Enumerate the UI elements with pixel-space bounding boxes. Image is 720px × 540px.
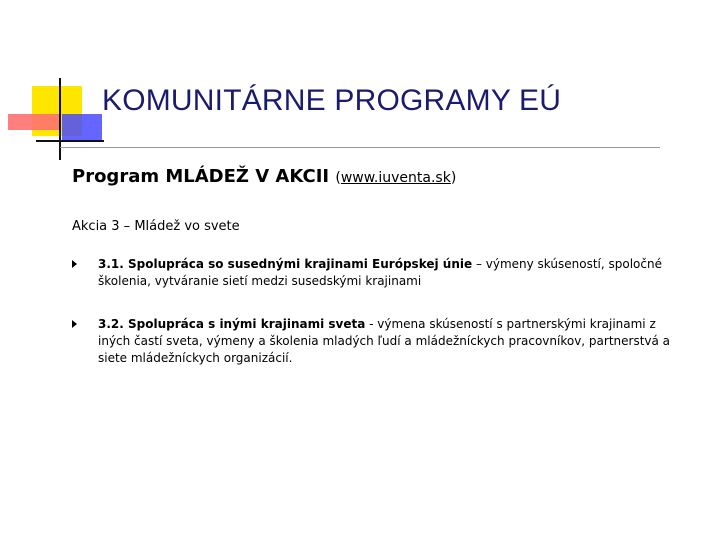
action-item-list bbox=[72, 256, 684, 393]
program-name: Program MLÁDEŽ V AKCII bbox=[72, 166, 330, 187]
iuventa-link[interactable]: www.iuventa.sk bbox=[340, 170, 451, 186]
item-text: – výmeny skúseností, spoločné školenia, vytváranie sietí medzi susedskými krajinami bbox=[98, 257, 662, 288]
logo-blue-square bbox=[62, 114, 102, 142]
item-heading: 3.1. Spolupráca so susednými krajinami Európskej únie bbox=[98, 257, 473, 271]
arrow-bullet-icon bbox=[72, 320, 77, 328]
logo-red-bar bbox=[8, 114, 60, 130]
title-divider bbox=[60, 147, 660, 148]
program-link-wrapper: (www.iuventa.sk) bbox=[335, 170, 457, 186]
item-heading: 3.2. Spolupráca s inými krajinami sveta bbox=[98, 317, 366, 331]
program-subtitle bbox=[72, 166, 456, 187]
arrow-bullet-icon bbox=[72, 260, 77, 268]
list-item bbox=[72, 256, 684, 290]
slide-logo bbox=[0, 0, 110, 165]
list-item bbox=[72, 316, 684, 367]
action-title: Akcia 3 – Mládež vo svete bbox=[72, 219, 240, 234]
logo-horizontal-line bbox=[36, 140, 104, 142]
slide-title: KOMUNITÁRNE PROGRAMY EÚ bbox=[102, 84, 562, 117]
item-text: - výmena skúseností s partnerskými krajinami z iných častí sveta, výmeny a školenia mladých ľudí a mládežníckych pracovníkov, partnerstvá a siete mládežníckych organizácií. bbox=[98, 317, 671, 365]
